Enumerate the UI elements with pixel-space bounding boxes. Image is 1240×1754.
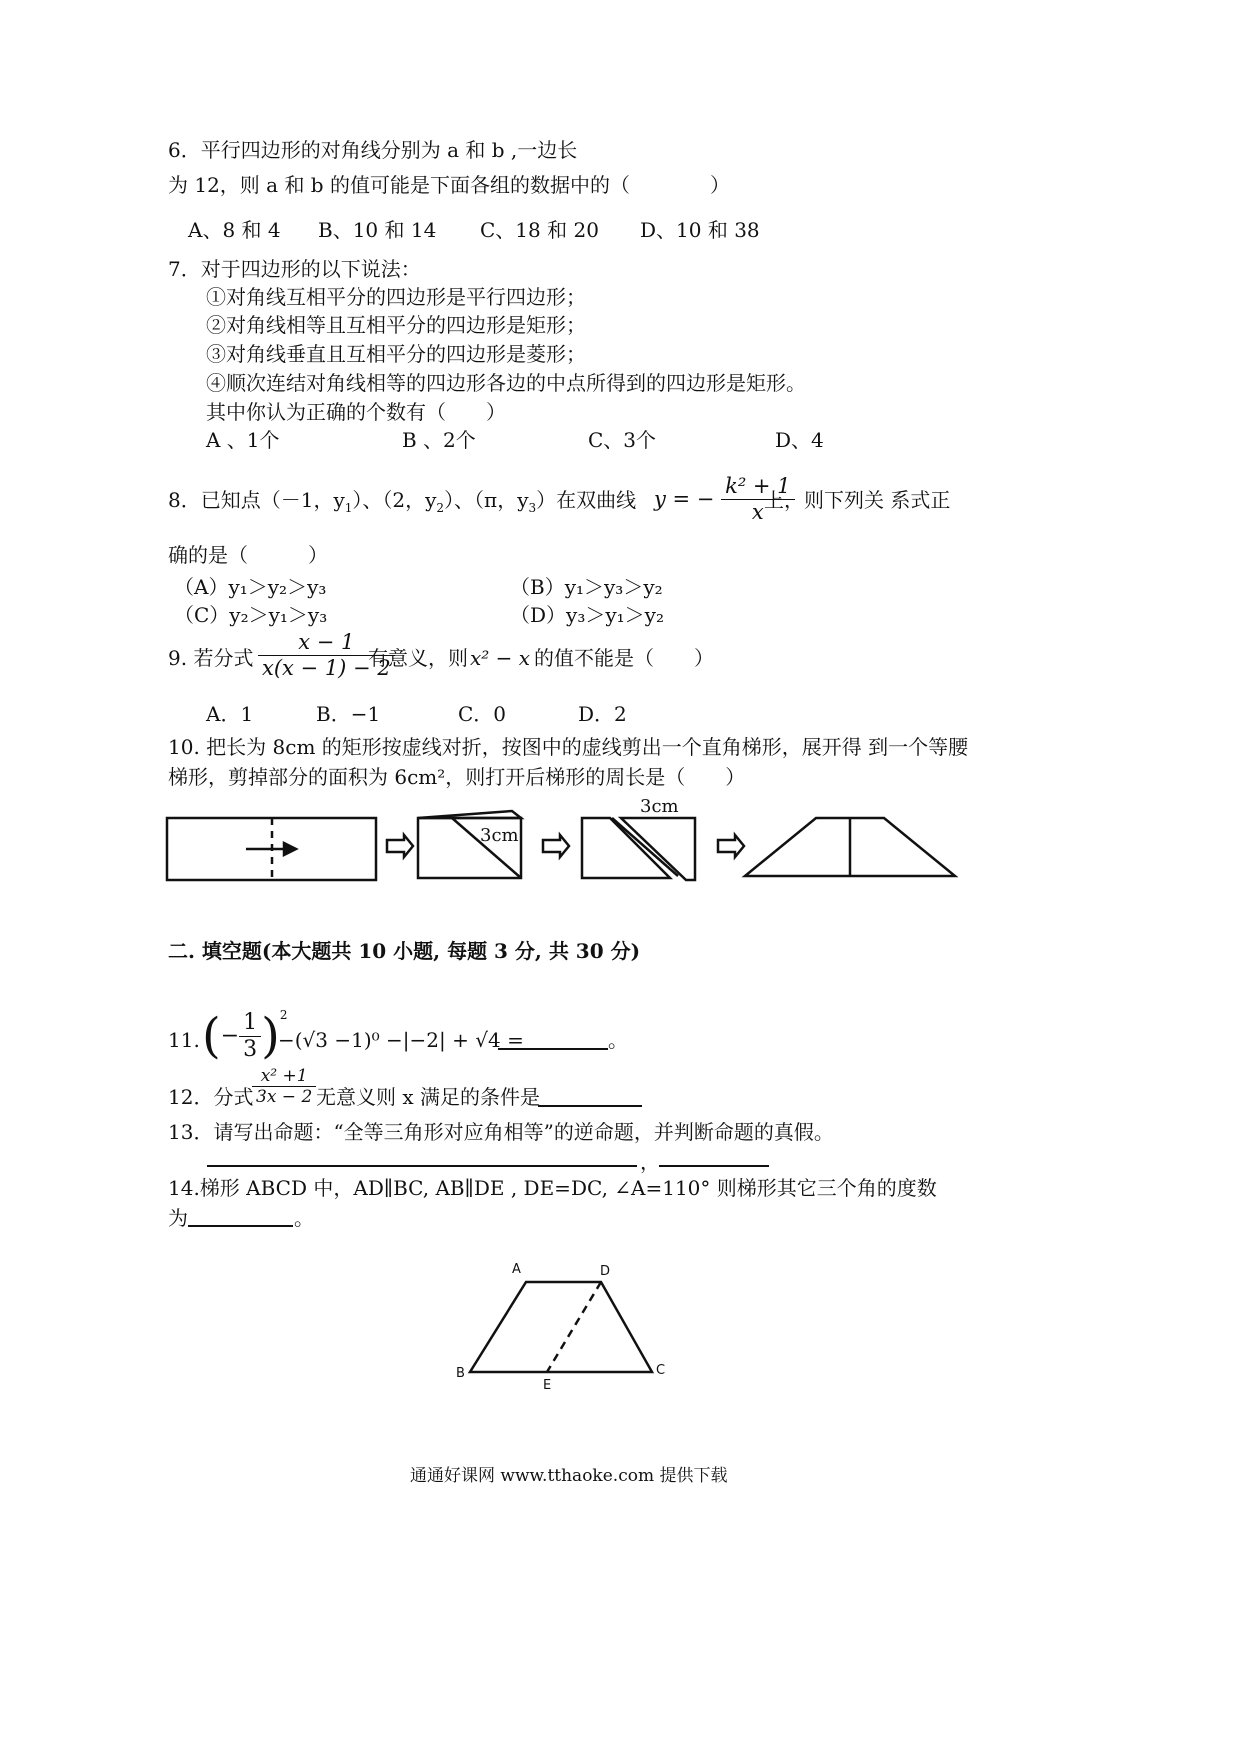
q8-option-a: （A）y₁＞y₂＞y₃ [174, 575, 327, 599]
q8-stem: 8．已知点（－1，$y_1$）、（2，$y_2$）、（π，$y_3$）在双曲线 [168, 488, 637, 515]
q9-option-c: C．0 [458, 702, 507, 726]
q7-option-a: A 、1个 [206, 428, 280, 452]
q14-end: 。 [294, 1206, 314, 1230]
q14-label-a: A [512, 1262, 521, 1277]
q14-label-c: C [656, 1363, 666, 1378]
q8-option-d: （D）y₃＞y₁＞y₂ [510, 603, 664, 627]
q11-rest: −(√3 −1)⁰ −|−2| + √4 = [278, 1028, 524, 1052]
q6-option-b: B、10 和 14 [318, 218, 437, 242]
q7-item-1: ①对角线互相平分的四边形是平行四边形； [206, 285, 586, 309]
q11-end: 。 [608, 1028, 628, 1052]
q7-option-d: D、4 [775, 428, 824, 452]
q7-option-c: C、3个 [588, 428, 657, 452]
q9-option-d: D．2 [578, 702, 627, 726]
q6-line2: 为 12，则 a 和 b 的值可能是下面各组的数据中的 [168, 173, 610, 197]
q12-prefix: 12．分式 [168, 1085, 254, 1109]
q6-paren: （ ） [610, 173, 730, 197]
q8-option-c: （C）y₂＞y₁＞y₃ [174, 603, 328, 627]
q14-label-b: B [456, 1366, 465, 1381]
q14-label-e: E [543, 1378, 552, 1393]
q10-line2: 梯形，剪掉部分的面积为 6cm²，则打开后梯形的周长是（ ） [168, 765, 746, 789]
q9-option-a: A．1 [206, 702, 254, 726]
q7-item-3: ③对角线垂直且互相平分的四边形是菱形； [206, 342, 586, 366]
q9-suffix: 的值不能是（ ） [534, 646, 714, 670]
q14-line1: 14.梯形 ABCD 中，AD∥BC, AB∥DE , DE=DC, ∠A=110° 则梯形其它三个角的度数 [168, 1176, 937, 1200]
q7-item-4: ④顺次连结对角线相等的四边形各边的中点所得到的四边形是矩形。 [206, 371, 806, 395]
q10-label-3cm-a: 3cm [480, 825, 519, 846]
q9-prefix: 9. 若分式 [168, 646, 254, 670]
q11-label: 11. [168, 1028, 200, 1052]
q9-mid: 有意义，则 [368, 646, 468, 670]
q7-ask: 其中你认为正确的个数有（ ） [206, 400, 506, 424]
section2-heading: 二. 填空题(本大题共 10 小题, 每题 3 分, 共 30 分) [168, 939, 641, 963]
q8-option-b: （B）y₁＞y₃＞y₂ [510, 575, 663, 599]
q12-suffix: 无意义则 x 满足的条件是 [316, 1085, 540, 1109]
q7-item-2: ②对角线相等且互相平分的四边形是矩形； [206, 313, 586, 337]
q7-option-b: B 、2个 [402, 428, 476, 452]
q10-label-3cm-b: 3cm [640, 796, 679, 817]
q6-option-a: A、8 和 4 [188, 218, 281, 242]
q8-function: y = − $\frac{\text{k² + 1}}{x}$ [654, 474, 795, 525]
q7-stem: 7．对于四边形的以下说法： [168, 257, 421, 281]
footer-credit: 通通好课网 www.tthaoke.com 提供下载 [410, 1466, 728, 1486]
q11-fraction-group: (− $\frac{1}{3}$ )$^2$ [202, 1008, 288, 1064]
q9-option-b: B．−1 [316, 702, 381, 726]
q14-label-d: D [600, 1264, 611, 1279]
q8-line2: 确的是（ ） [168, 543, 328, 567]
q9-expr: x² − x [470, 646, 531, 670]
q6-line1: 6．平行四边形的对角线分别为 a 和 b ,一边长 [168, 138, 578, 162]
q13-text: 13．请写出命题：“全等三角形对应角相等”的逆命题，并判断命题的真假。 [168, 1120, 834, 1144]
q6-option-d: D、10 和 38 [640, 218, 760, 242]
q12-fraction: $\frac{\text{x² +1}}{3x - 2}$ [252, 1066, 316, 1108]
q8-stem-end: 上，则下列关 系式正 [764, 488, 951, 512]
q6-option-c: C、18 和 20 [480, 218, 599, 242]
q14-line2: 为 [168, 1206, 188, 1230]
q13-comma: ， [640, 1150, 660, 1174]
q9-fraction: $\frac{x - 1}{x(x - 1) - 2}$ [258, 630, 395, 681]
q10-line1: 10. 把长为 8cm 的矩形按虚线对折，按图中的虚线剪出一个直角梯形，展开得 到一个等腰 [168, 735, 969, 759]
